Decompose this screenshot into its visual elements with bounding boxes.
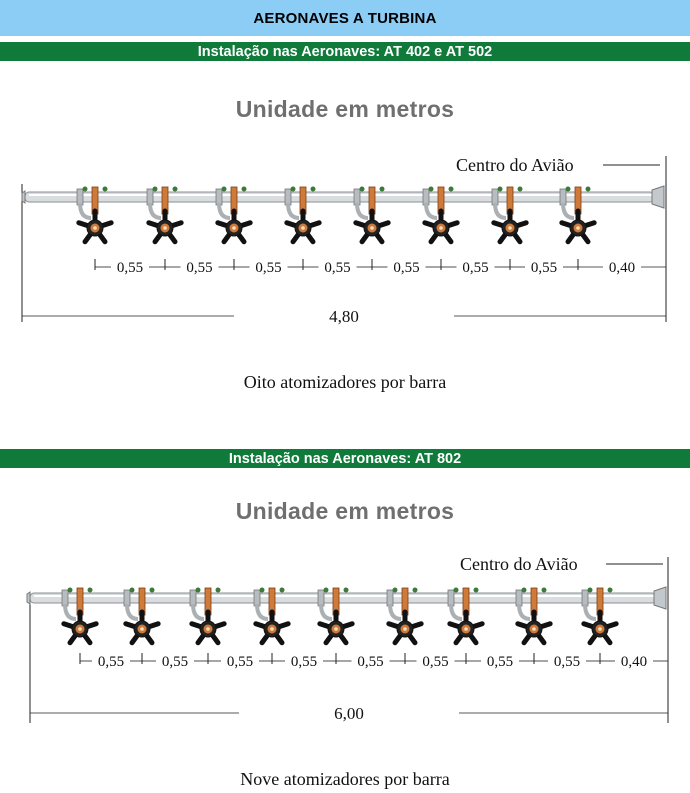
spacing-dimension-label: 0,55: [486, 654, 514, 670]
caption-eight-nozzles: Oito atomizadores por barra: [243, 372, 447, 392]
boom-diagram-9-nozzles: [0, 545, 690, 730]
spacing-dimension-label: 0,55: [226, 654, 254, 670]
page-header-title: AERONAVES A TURBINA: [0, 0, 690, 36]
boom-end-cap: [22, 191, 25, 203]
install-label-at402-at502: Instalação nas Aeronaves: AT 402 e AT 502: [0, 42, 690, 61]
spacing-dimension-label: 0,55: [116, 260, 144, 276]
total-dimension-label: 6,00: [334, 704, 364, 723]
spacing-dimension-label: 0,55: [530, 260, 558, 276]
spacing-dimension-label: 0,55: [97, 654, 125, 670]
spacing-dimension-label: 0,55: [161, 654, 189, 670]
spacing-dimension-label: 0,55: [324, 260, 351, 276]
boom-end-cap: [27, 592, 30, 604]
spacing-dimension-label: 0,40: [620, 654, 648, 670]
spacing-dimension-label: 0,55: [186, 260, 213, 276]
boom-diagram-8-nozzles: [0, 140, 690, 335]
boom-center-fitting: [654, 587, 666, 609]
spacing-dimension-label: 0,55: [290, 654, 318, 670]
spacing-dimension-label: 0,55: [393, 260, 420, 276]
spacing-dimension-label: 0,55: [553, 654, 581, 670]
spacing-dimension-label: 0,55: [357, 654, 384, 670]
total-dimension-label: 4,80: [329, 307, 359, 326]
spacing-dimension-label: 0,55: [462, 260, 489, 276]
unit-title-2: Unidade em metros: [235, 498, 455, 524]
unit-title-1: Unidade em metros: [235, 96, 455, 122]
aircraft-center-label: Centro do Avião: [456, 155, 574, 175]
spacing-dimension-label: 0,40: [608, 260, 636, 276]
caption-nine-nozzles: Nove atomizadores por barra: [240, 769, 450, 789]
install-label-at802: Instalação nas Aeronaves: AT 802: [0, 449, 690, 468]
boom-center-fitting: [652, 186, 664, 208]
spacing-dimension-label: 0,55: [422, 654, 449, 670]
aircraft-center-label: Centro do Avião: [460, 554, 578, 574]
spacing-dimension-label: 0,55: [255, 260, 282, 276]
